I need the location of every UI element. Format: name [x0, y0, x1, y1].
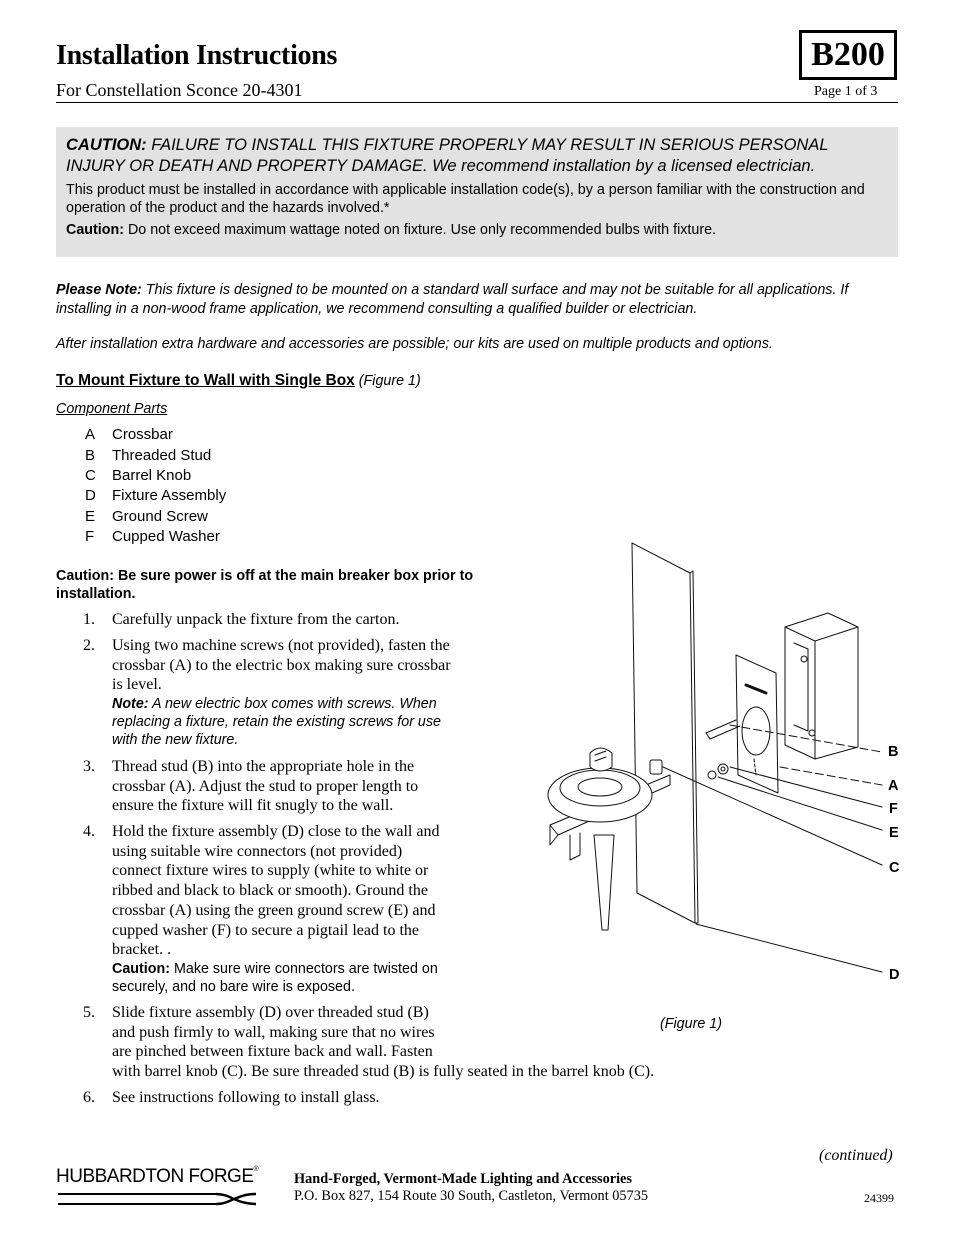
wattage-caution-label: Caution:	[66, 222, 124, 238]
step-line: See instructions following to install glass.	[112, 1089, 380, 1106]
part-name: Threaded Stud	[112, 447, 212, 464]
part-name: Ground Screw	[112, 508, 208, 525]
caution-label: CAUTION:	[66, 136, 147, 154]
step-note-line: with the new fixture.	[112, 732, 239, 749]
step-line: Slide fixture assembly (D) over threaded stud (B)	[112, 1004, 429, 1021]
caution-warning-text: FAILURE TO INSTALL THIS FIXTURE PROPERLY MAY RESULT IN SERIOUS PERSONAL INJURY OR DEATH AND PROPERTY DAMAGE. We recommend installation by a licensed electrician.	[66, 136, 829, 175]
after-install-note: After installation extra hardware and accessories are possible; our kits are used on multiple products and options.	[56, 336, 773, 352]
step-line: with barrel knob (C). Be sure threaded stud (B) is fully seated in the barrel knob (C).	[112, 1063, 655, 1081]
footer-tagline: Hand-Forged, Vermont-Made Lighting and Accessories	[294, 1171, 632, 1187]
header-divider	[56, 102, 898, 103]
logo-text: HUBBARDTON FORGE	[56, 1166, 254, 1187]
logo-swoosh-icon	[56, 1190, 261, 1208]
figure-label-b: B	[888, 744, 899, 760]
step-line: cupped washer (F) to secure a pigtail lead to the	[112, 921, 419, 939]
part-item-b	[85, 447, 211, 464]
step-line: connect fixture wires to supply (white to white or	[112, 862, 429, 880]
step-line: Carefully unpack the fixture from the carton.	[112, 611, 400, 628]
please-note	[56, 281, 898, 319]
step-note	[112, 695, 532, 713]
step-line: are pinched between fixture back and wall. Fasten	[112, 1043, 433, 1061]
step-line: using suitable wire connectors (not provided)	[112, 842, 403, 860]
part-letter: E	[85, 508, 96, 525]
section-heading-text: To Mount Fixture to Wall with Single Box	[56, 372, 355, 389]
step-line: crossbar (A) using the green ground screw (E) and	[112, 901, 436, 919]
step-note-line: A new electric box comes with screws. When	[148, 696, 437, 713]
part-name: Fixture Assembly	[112, 487, 227, 504]
figure-label-a: A	[888, 778, 899, 794]
step-caution-line: Make sure wire connectors are twisted on	[169, 960, 438, 977]
figure-label-c: C	[889, 860, 900, 876]
continued-note: (continued)	[819, 1147, 893, 1164]
part-item-a	[85, 426, 173, 443]
part-item-c	[85, 467, 191, 484]
page-subtitle: For Constellation Sconce 20-4301	[56, 80, 303, 100]
hubbardton-forge-logo	[56, 1166, 266, 1210]
footer-address: P.O. Box 827, 154 Route 30 South, Castleton, Vermont 05735	[294, 1188, 648, 1204]
step-line: Hold the fixture assembly (D) close to the wall and	[112, 823, 440, 840]
step-caution-label: Caution:	[112, 960, 170, 977]
part-name: Crossbar	[112, 426, 173, 443]
section-figure-ref: (Figure 1)	[354, 373, 421, 389]
step-caution	[112, 960, 532, 978]
step-line: Using two machine screws (not provided), fasten the	[112, 637, 450, 654]
figure-caption: (Figure 1)	[660, 1016, 722, 1032]
wattage-caution	[66, 222, 886, 238]
step-caution-line: securely, and no bare wire is exposed.	[112, 978, 355, 995]
logo-registered-mark: ®	[253, 1166, 259, 1173]
part-letter: C	[85, 467, 96, 484]
step-line: Thread stud (B) into the appropriate hole in the	[112, 758, 415, 775]
step-note-line: replacing a fixture, retain the existing screws for use	[112, 714, 441, 731]
figure-label-f: F	[889, 801, 898, 817]
figure-label-d: D	[889, 967, 900, 983]
figure-label-e: E	[889, 825, 899, 841]
page-title: Installation Instructions	[56, 40, 338, 71]
figure-1-illustration	[540, 535, 900, 995]
step-line: is level.	[112, 676, 162, 694]
step-number: 1.	[83, 611, 95, 628]
step-line: ensure the fixture will fit snugly to the wall.	[112, 797, 394, 815]
document-number: 24399	[864, 1191, 894, 1205]
step-number: 4.	[83, 823, 95, 840]
step-line: crossbar (A). Adjust the stud to proper length to	[112, 777, 419, 795]
page-number: Page 1 of 3	[814, 84, 878, 99]
part-letter: A	[85, 426, 96, 443]
power-caution: Caution: Be sure power is off at the main breaker box prior to installation.	[56, 568, 474, 602]
part-item-e	[85, 508, 208, 525]
caution-warning	[66, 135, 886, 177]
components-title: Component Parts	[56, 401, 168, 417]
caution-box	[56, 127, 898, 257]
step-line: ribbed and black to black or smooth). Ground the	[112, 882, 428, 900]
step-line: and push firmly to wall, making sure that no wires	[112, 1023, 435, 1041]
section-heading	[56, 372, 421, 390]
step-line: crossbar (A) to the electric box making sure crossbar	[112, 656, 451, 674]
part-letter: B	[85, 447, 96, 464]
part-item-d	[85, 487, 226, 504]
step-line: bracket. .	[112, 941, 172, 959]
step-number: 2.	[83, 637, 95, 654]
step-note-label: Note:	[112, 696, 149, 713]
caution-body: This product must be installed in accordance with applicable installation code(s), by a person familiar with the construction and operation of the product and the hazards involved.*	[66, 182, 865, 216]
step-number: 6.	[83, 1089, 95, 1106]
part-letter: F	[85, 528, 95, 545]
wattage-caution-text: Do not exceed maximum wattage noted on fixture. Use only recommended bulbs with fixture.	[123, 222, 717, 238]
please-note-label: Please Note:	[56, 282, 142, 298]
please-note-text: This fixture is designed to be mounted on a standard wall surface and may not be suitable for all applications. If installing in a non-wood frame application, we recommend consulting a qualified builder or electrician.	[56, 282, 849, 317]
part-name: Barrel Knob	[112, 467, 192, 484]
part-letter: D	[85, 487, 96, 504]
part-name: Cupped Washer	[112, 528, 220, 545]
step-number: 5.	[83, 1004, 95, 1021]
document-code-box: B200	[799, 30, 897, 80]
part-item-f	[85, 528, 220, 545]
step-number: 3.	[83, 758, 95, 775]
